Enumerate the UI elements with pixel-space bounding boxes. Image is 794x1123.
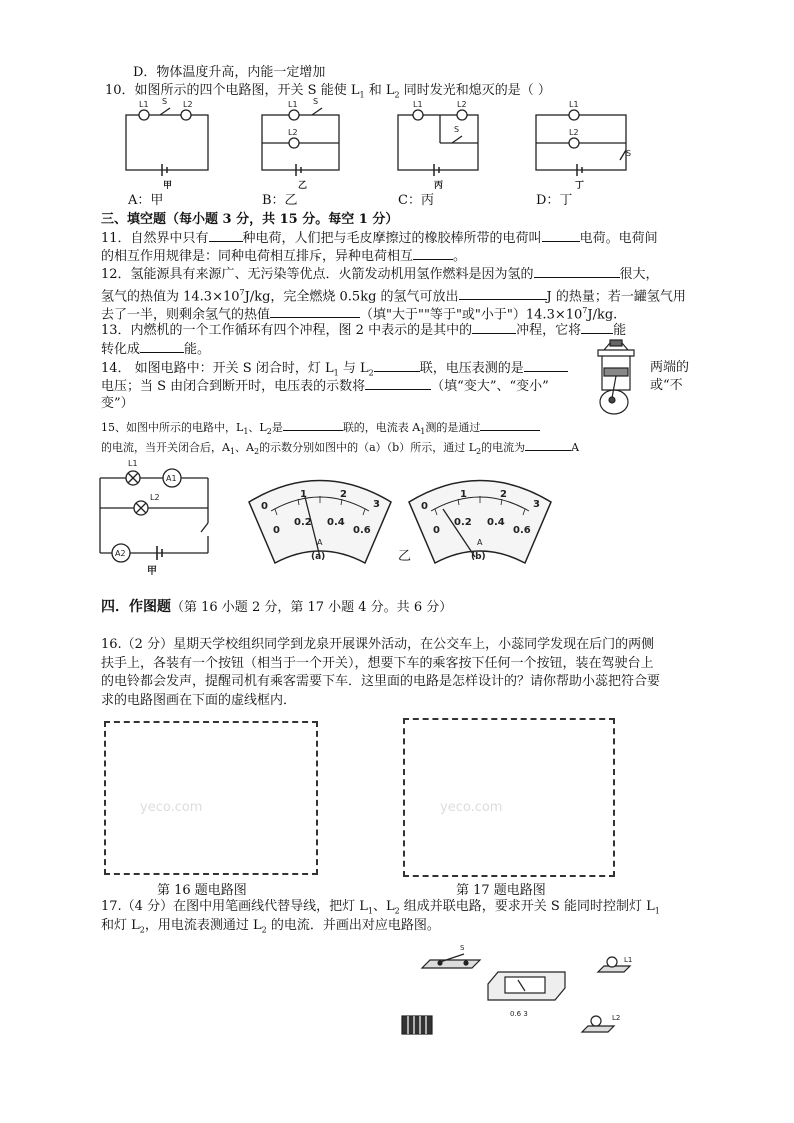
ammeter-component xyxy=(488,972,565,1000)
battery-component xyxy=(402,1016,432,1034)
q15-label-jia: 甲 xyxy=(147,566,157,577)
svg-text:S: S xyxy=(454,125,460,134)
svg-text:A: A xyxy=(477,538,483,547)
svg-text:0: 0 xyxy=(433,525,440,536)
svg-text:L1: L1 xyxy=(288,100,298,109)
q10-label-l1: L1 xyxy=(139,100,149,109)
svg-text:0.2: 0.2 xyxy=(454,517,472,528)
svg-text:3: 3 xyxy=(533,499,540,510)
svg-text:1: 1 xyxy=(300,489,307,500)
q11-line1: 11．自然界中只有 种电荷，人们把与毛皮摩擦过的橡胶棒所带的电荷叫 电荷。电荷间 xyxy=(101,231,658,246)
svg-text:S: S xyxy=(313,97,319,106)
q15-label-b: (b) xyxy=(471,552,486,562)
svg-text:0: 0 xyxy=(273,525,280,536)
q10-option-a[interactable]: A：甲 xyxy=(128,193,164,208)
q16-line2: 扶手上，各装有一个按钮（相当于一个开关），想要下车的乘客按下任何一个按钮，装在驾驶台上 xyxy=(101,656,654,671)
q16-caption: 第 16 题电路图 xyxy=(157,883,247,898)
svg-text:L2: L2 xyxy=(612,1014,621,1022)
svg-text:0.6: 0.6 xyxy=(353,525,371,536)
q14-line1: 14． 如图电路中：开关 S 闭合时，灯 $L_1$ 与 $L_2$ 联，电压表测的是 xyxy=(101,359,568,383)
svg-text:3: 3 xyxy=(373,499,380,510)
q11-line2: 的相互作用规律是：同种电荷相互排斥，异种电荷相互 。 xyxy=(101,249,467,264)
q10-label-jia: 甲 xyxy=(163,181,173,191)
q9-option-d: D．物体温度升高，内能一定增加 xyxy=(133,65,326,80)
q15-label-l2: L2 xyxy=(150,493,160,502)
q10-label-ding: 丁 xyxy=(575,181,585,191)
q17-line1: 17.（4 分）在图中用笔画线代替导线，把灯 $L_1$、$L_2$ 组成并联电路，要求开关 S 能同时控制灯 $L_1$ xyxy=(101,899,660,916)
q15-line2: 的电流，当开关闭合后，$A_1$、$A_2$的示数分别如图中的（a）（b）所示，通过 $L_2$的电流为 A xyxy=(101,441,580,457)
scale-b-top-0: 0 xyxy=(421,501,428,512)
q10-option-d[interactable]: D：丁 xyxy=(536,193,573,208)
svg-text:0.6: 0.6 xyxy=(513,525,531,536)
q14-line2-tail: 或“不 xyxy=(650,378,683,393)
q10-label-bing: 丙 xyxy=(434,181,444,191)
svg-text:L2: L2 xyxy=(569,128,579,137)
svg-text:A: A xyxy=(317,538,323,547)
q10-label-s: S xyxy=(162,97,168,106)
svg-text:2: 2 xyxy=(500,489,507,500)
q16-line4: 求的电路图画在下面的虚线框内． xyxy=(101,693,297,708)
q15-label-a2: A2 xyxy=(115,549,126,558)
q10-stem: 10．如图所示的四个电路图，开关 S 能使 $L_1$ 和 $L_2$ 同时发光和熄灭的是（ ） xyxy=(105,83,551,100)
svg-text:L1: L1 xyxy=(624,956,633,964)
q10-label-l2: L2 xyxy=(183,100,193,109)
q14-line1-tail: 两端的 xyxy=(650,360,690,375)
q15-label-a1: A1 xyxy=(166,474,177,483)
svg-text:0.4: 0.4 xyxy=(487,517,505,528)
q10-option-c[interactable]: C：丙 xyxy=(398,193,434,208)
svg-text:1: 1 xyxy=(460,489,467,500)
q16-line3: 的电铃都会发声，提醒司机有乘客需要下车．这里面的电路是怎样设计的？请你帮助小蕊把符合要 xyxy=(101,674,661,689)
section-4-title: 四．作图题（第 16 小题 2 分，第 17 小题 4 分。共 6 分） xyxy=(101,599,453,615)
svg-text:0.6 3: 0.6 3 xyxy=(510,1010,528,1018)
q10-label-yi: 乙 xyxy=(298,181,308,191)
q12-line1: 12．氢能源具有来源广、无污染等优点．火箭发动机用氢作燃料是因为氢的 很大， xyxy=(101,267,659,282)
q15-label-a: (a) xyxy=(311,552,326,562)
q10-option-b[interactable]: B：乙 xyxy=(262,193,298,208)
svg-text:L2: L2 xyxy=(457,100,467,109)
svg-text:S: S xyxy=(460,944,465,952)
svg-text:S: S xyxy=(626,149,632,158)
watermark: yeco.com xyxy=(140,800,203,815)
section-3-title: 三、填空题（每小题 3 分，共 15 分。每空 1 分） xyxy=(101,212,399,227)
q17-line2: 和灯 $L_2$，用电流表测通过 $L_2$ 的电流．并画出对应电路图。 xyxy=(101,918,440,935)
svg-text:0.4: 0.4 xyxy=(327,517,345,528)
svg-text:L1: L1 xyxy=(413,100,423,109)
q16-line1: 16.（2 分）星期天学校组织同学到龙泉开展课外活动，在公交车上，小蕊同学发现在后门的两侧 xyxy=(101,637,655,652)
scale-a-top-0: 0 xyxy=(261,501,268,512)
q12-line3: 去了一半，则剩余氢气的热值 （填"大于""等于"或"小于"）$14.3\times 10^7J/kg$. xyxy=(101,306,618,323)
lamp-l2-component xyxy=(582,1016,614,1032)
q15-label-l1: L1 xyxy=(128,459,138,468)
svg-text:2: 2 xyxy=(340,489,347,500)
svg-text:0.2: 0.2 xyxy=(294,517,312,528)
q13-line2: 转化成 能。 xyxy=(101,342,211,357)
q17-caption: 第 17 题电路图 xyxy=(456,883,546,898)
q14-line3: 变”） xyxy=(101,396,134,411)
svg-text:L1: L1 xyxy=(569,100,579,109)
svg-text:L2: L2 xyxy=(288,128,298,137)
switch-component xyxy=(422,954,480,968)
q13-line1: 13．内燃机的一个工作循环有四个冲程，图 2 中表示的是其中的 冲程，它将 能 xyxy=(101,323,627,338)
q12-line2: 氢气的热值为 $14.3\times 10^7J/kg$，完全燃烧 0.5kg 的氢气可放出 J 的热量；若一罐氢气用 xyxy=(101,288,686,305)
q15-line1: 15、如图中所示的电路中，$L_1$、$L_2$是 联的，电流表 $A_1$测的是通过 xyxy=(101,419,540,441)
q15-label-yi: 乙 xyxy=(398,549,412,564)
q14-line2: 电压；当 S 由闭合到断开时，电压表的示数将 （填“变大”、“变小” xyxy=(101,379,549,394)
watermark: yeco.com xyxy=(440,800,503,815)
